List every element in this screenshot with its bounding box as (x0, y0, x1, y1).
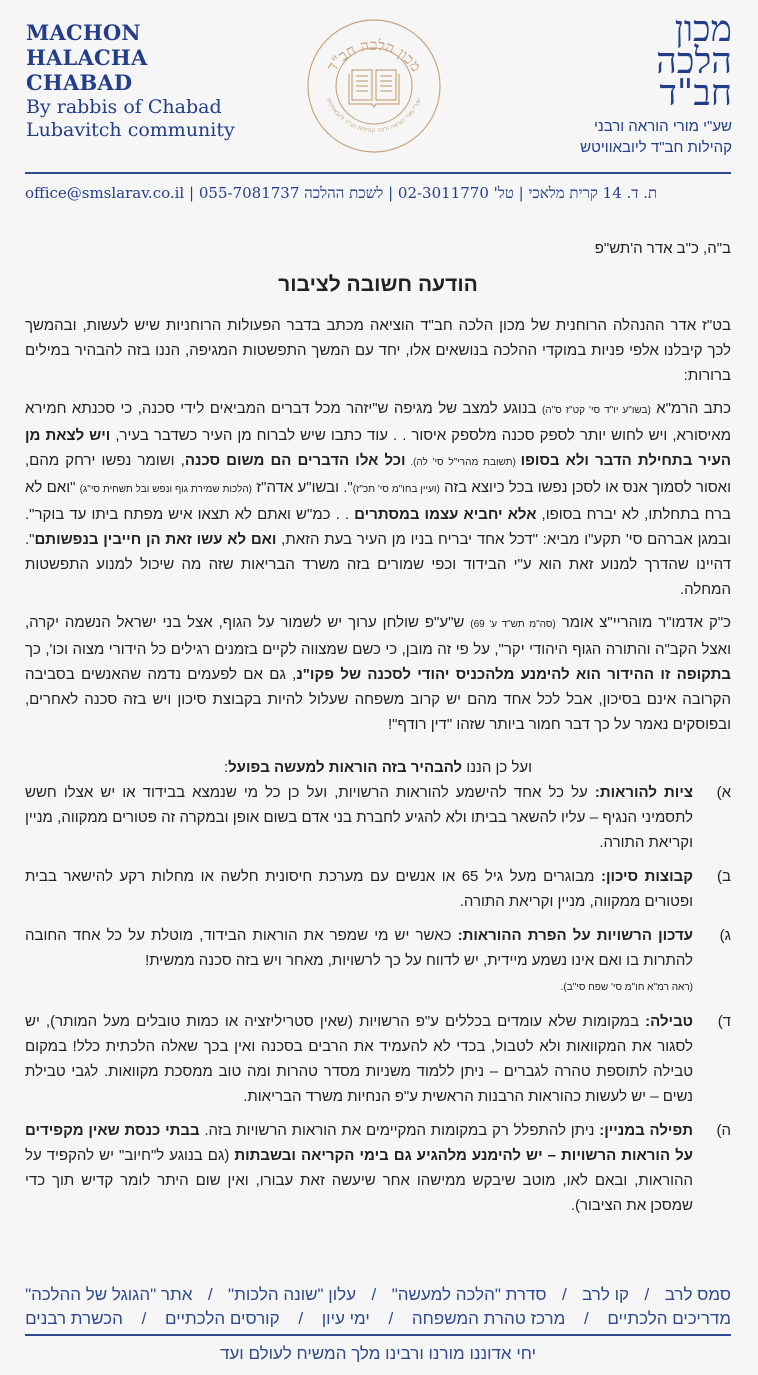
citation: (ועיין בחו"מ סי' תכ"ז) (352, 484, 440, 495)
notice-document (25, 240, 731, 1227)
emphasis: ויש לצאת מן העיר בתחילת הדבר ולא בסופו (25, 427, 731, 469)
separator: / (583, 1309, 589, 1328)
item-text: מבוגרים מעל גיל 65 או אנשים עם מערכת חיסונית חלשה או מחלות רקע להישאר בבית ופטורים ממקווה, מניין וקריאת התורה. (25, 868, 693, 910)
item-heading: ציות להוראות: (594, 784, 693, 801)
paragraph-intro: בט"ז אדר ההנהלה הרוחנית של מכון הלכה חב"ד הוציאה מכתב בדבר הפעולות הרוחניות שיש לעשות, ובהמשך לכך קיבלנו אלפי פניות במוקדי ההלכה בנושאים אלו, יחד עם המשך התפשטות המגיפה, הננו בזה להבהיר במילים ברורות: (25, 317, 731, 384)
logo-line-chabad: CHABAD (26, 70, 133, 95)
footer-link[interactable]: עלון "שונה הלכות" (228, 1285, 357, 1304)
text: ועל כן הננו (462, 759, 533, 776)
letterhead (0, 0, 758, 160)
footer-services (25, 1283, 731, 1331)
text: "ואם לא ברח בתחלתו, לא יברח בסופו, (25, 479, 731, 523)
citation: (תשובת מהרי"ל סי' לה). (405, 457, 521, 468)
footer-row-2 (25, 1307, 731, 1331)
logo-subtitle-1: By rabbis of Chabad (26, 96, 222, 118)
email-link[interactable]: office@smslarav.co.il (25, 184, 185, 202)
phone-number[interactable]: 02-3011770 (397, 184, 489, 202)
item-text: במקומות שלא עומדים בכללים ע"פ הרשויות (שאין סטריליזציה או כמות טובלים מעל המותר), יש לסגור את המקוואות ולא לטבול, בכדי לא להעמיד את הרבים בסכנה ואין בכך שאלה הלכתית כלל! במקום טבילה לתוספת טהרה לגברים – ניתן ללמוד משניות מסדר טהרות ומה טוב ממסכת מקוואות. לגבי טבילת נשים – יש לעשות כהוראות הרבנות הראשית ע"פ הנחיות משרד הבריאות. (25, 1013, 693, 1105)
emphasis: וכל אלו הדברים הם משום סכנה (184, 452, 406, 469)
instructions-list (25, 780, 731, 1218)
item-text: כאשר יש מי שמפר את הוראות הבידוד, מוטלת על כל אחד החובה להתרות בו ואם אינו נשמע מיידית, יש לדווח על כך לרשויות, מאחר ויש בזה סכנה ממשית! (25, 927, 693, 969)
separator: / (141, 1309, 147, 1328)
halacha-phone-label: לשכת ההלכה (304, 184, 384, 202)
citation: (הלכות שמירת גוף ונפש ובל תשחית סי"ג) (79, 484, 253, 495)
emphasis: להבהיר בזה הוראות למעשה בפועל (228, 759, 463, 776)
item-body (25, 1118, 693, 1218)
footer-link[interactable]: הכשרת רבנים (25, 1309, 123, 1328)
item-body (25, 864, 693, 914)
he-logo-subtitle-2: קהילות חב"ד ליובאוויטש (580, 139, 732, 156)
instructions-lead (25, 759, 731, 776)
footer-link[interactable]: מדריכים הלכתיים (607, 1309, 731, 1328)
seal-outer-text: מכון הלכה חב"ד (322, 35, 426, 75)
item-heading: קבוצות סיכון: (601, 868, 693, 885)
separator: | (518, 184, 524, 202)
emphasis: בתקופה זו ההידור הוא להימנע מלהכניס יהודי לסכנה של פקו"נ (296, 666, 731, 683)
item-text: (גם בנוגע ל"חיוב" יש להקפיד על ההוראות, ובאם לאו, מוטב שיבקש ממישהו אחר שיעשה זאת עבורו, ואין שום היתר לומר קדיש תוך כדי שמסכן את הציבור). (25, 1147, 693, 1214)
text: ש"ע"פ שולחן ערוך יש לשמור על הגוף, אצל בני ישראל הנשמה יקרה, ואצל הקב"ה והתורה הגוף היהודי יקר", על פי זה מובן, כי כשם שמצווה לקיים בזמנים רגילים כל הידורי מצוה וכו', כך (25, 614, 731, 658)
text: ". ובשו"ע אדה"ז (252, 479, 353, 496)
citation: (בשו"ע יו"ד סי' קט"ז ס"ה) (541, 405, 651, 416)
footer-row-1 (25, 1283, 731, 1307)
text: כ"ק אדמו"ר מוהריי"צ אומר (555, 614, 732, 631)
footer-link[interactable]: סדרת "הלכה למעשה" (391, 1285, 547, 1304)
halacha-phone-group (199, 184, 383, 202)
item-body (25, 780, 693, 855)
paragraph-rebbe (25, 610, 731, 737)
document-date: ב"ה, כ"ב אדר ה'תש"פ (594, 240, 731, 257)
phone-group (398, 184, 657, 202)
seal-emblem (306, 18, 442, 154)
separator: / (371, 1285, 377, 1304)
list-item (25, 1009, 731, 1109)
list-item (25, 780, 731, 855)
separator: / (644, 1285, 650, 1304)
phone-label: טל' (493, 184, 514, 202)
list-item (25, 1118, 731, 1218)
list-item (25, 864, 731, 914)
emphasis: ואם לא עשו זאת הן חייבין בנפשותם (34, 531, 277, 548)
citation: (ראה רמ"א חו"מ סי' שפח סי"ב). (560, 982, 693, 993)
footer-blessing: יחי אדוננו מורנו ורבינו מלך המשיח לעולם ועד (219, 1344, 537, 1363)
he-logo-line-2: הלכה (656, 41, 732, 82)
logo-line-machon: MACHON (26, 20, 141, 45)
separator: / (561, 1285, 567, 1304)
text: : (223, 759, 229, 776)
item-marker: ה) (716, 1122, 731, 1139)
item-marker: ד) (717, 1013, 731, 1030)
separator: | (189, 184, 195, 202)
item-body (25, 923, 693, 1000)
footer-link[interactable]: קורסים הלכתיים (165, 1309, 280, 1328)
emphasis: בבתי כנסת שאין מקפידים על הוראות הרשויות – יש להימנע מלהגיע גם בימי הקריאה ובשבתות (25, 1122, 693, 1164)
item-marker: ג) (719, 927, 731, 944)
list-item (25, 923, 731, 1000)
separator: / (207, 1285, 213, 1304)
footer-link[interactable]: מרכז טהרת המשפחה (411, 1309, 566, 1328)
hebrew-logo (580, 9, 732, 158)
separator: | (388, 184, 394, 202)
paragraph-rema (25, 396, 731, 602)
he-logo-line-1: מכון (674, 9, 732, 50)
footer-divider (25, 1334, 731, 1336)
item-text: ניתן להתפלל רק במקומות המקיימים את הוראות הרשויות בזה. (199, 1122, 600, 1139)
logo-line-halacha: HALACHA (26, 45, 148, 70)
text: , ושומר נפשו ירחק מהם, ואסור לסמוך אנס או לסכן נפשו בכל כיוצא בזה (25, 452, 731, 496)
separator: / (298, 1309, 304, 1328)
text: כתב הרמ"א (650, 400, 731, 417)
text: בנוגע למצב של מגיפה ש"יזהר מכל דברים המביאים לידי סכנה, כי סכנתא חמירא מאיסורא, ויש לחוש יותר לספק סכנה מלספק איסור . . עוד כתבו שיש לברוח מן העיר כשדבר בעיר, (25, 400, 731, 444)
document-title: הודעה חשובה לציבור (278, 273, 478, 296)
he-logo-subtitle-1: שע"י מורי הוראה ורבני (593, 118, 732, 135)
emphasis: אלא יחביא עצמו במסתרים (354, 506, 537, 523)
item-text: על כל אחד להישמע להוראות הרשויות, ועל כן כל מי שנמצא בבידוד או יש אצלו חשש לתסמיני הנגיף – עליו להשאר בביתו ולא להגיע לחברת בני אדם בשום אופן ובמקרה זה פטורים ממקווה, מניין וקריאת התורה. (25, 784, 693, 851)
item-heading: עדכון הרשויות על הפרת ההוראות: (457, 927, 694, 944)
seal-inner-text: שע"י מורי הוראה ורבני קהילות חב"ד ליובאוויטש (325, 97, 423, 135)
footer-link[interactable]: ימי עיון (321, 1309, 370, 1328)
footer-link[interactable]: קו לרב (582, 1285, 630, 1304)
item-marker: א) (716, 784, 731, 801)
open-book-icon (349, 70, 399, 107)
logo-subtitle-2: Lubavitch community (26, 119, 235, 141)
item-heading: טבילה: (645, 1013, 693, 1030)
header-divider (25, 172, 731, 174)
item-body (25, 1009, 693, 1109)
item-heading: תפילה במניין: (599, 1122, 694, 1139)
citation: (סה"מ תש"ד ע' 69) (470, 619, 556, 630)
he-logo-line-3: חב"ד (659, 73, 732, 114)
contact-line (25, 184, 731, 203)
english-logo (26, 20, 235, 141)
item-marker: ב) (717, 868, 731, 885)
text: ". דהיינו שהדרך למנוע זאת הוא ע"י הבידוד וכפי שמורים בזה משרד הבריאות שזה מה שיכול למנוע התפשטות המחלה. (25, 531, 731, 598)
separator: / (388, 1309, 394, 1328)
text: , גם אם לפעמים נדמה שהאנשים בסביבה הקרובה אינם בסיכון, אבל לכל אחד מהם יש קרוב משפחה שעלול להיות בקבוצת סיכון ויש בזה סכנה לאחרים, ובפוסקים נאמר על כך דבר חמור ביותר שזהו "דין רודף"! (25, 666, 731, 733)
footer-link[interactable]: אתר "הגוגל של ההלכה" (25, 1285, 193, 1304)
halacha-phone-number[interactable]: 055-7081737 (198, 184, 300, 202)
footer-link[interactable]: סמס לרב (664, 1285, 731, 1304)
text: . . כמ"ש ואתם לא תצאו איש מפתח ביתו עד בוקר". ובמגן אברהם סי' תקע"ו מביא: "דכל אחד יבריח בניו מן העיר בעת הזאת, (25, 506, 731, 548)
address: ת. ד. 14 קרית מלאכי (528, 184, 658, 202)
